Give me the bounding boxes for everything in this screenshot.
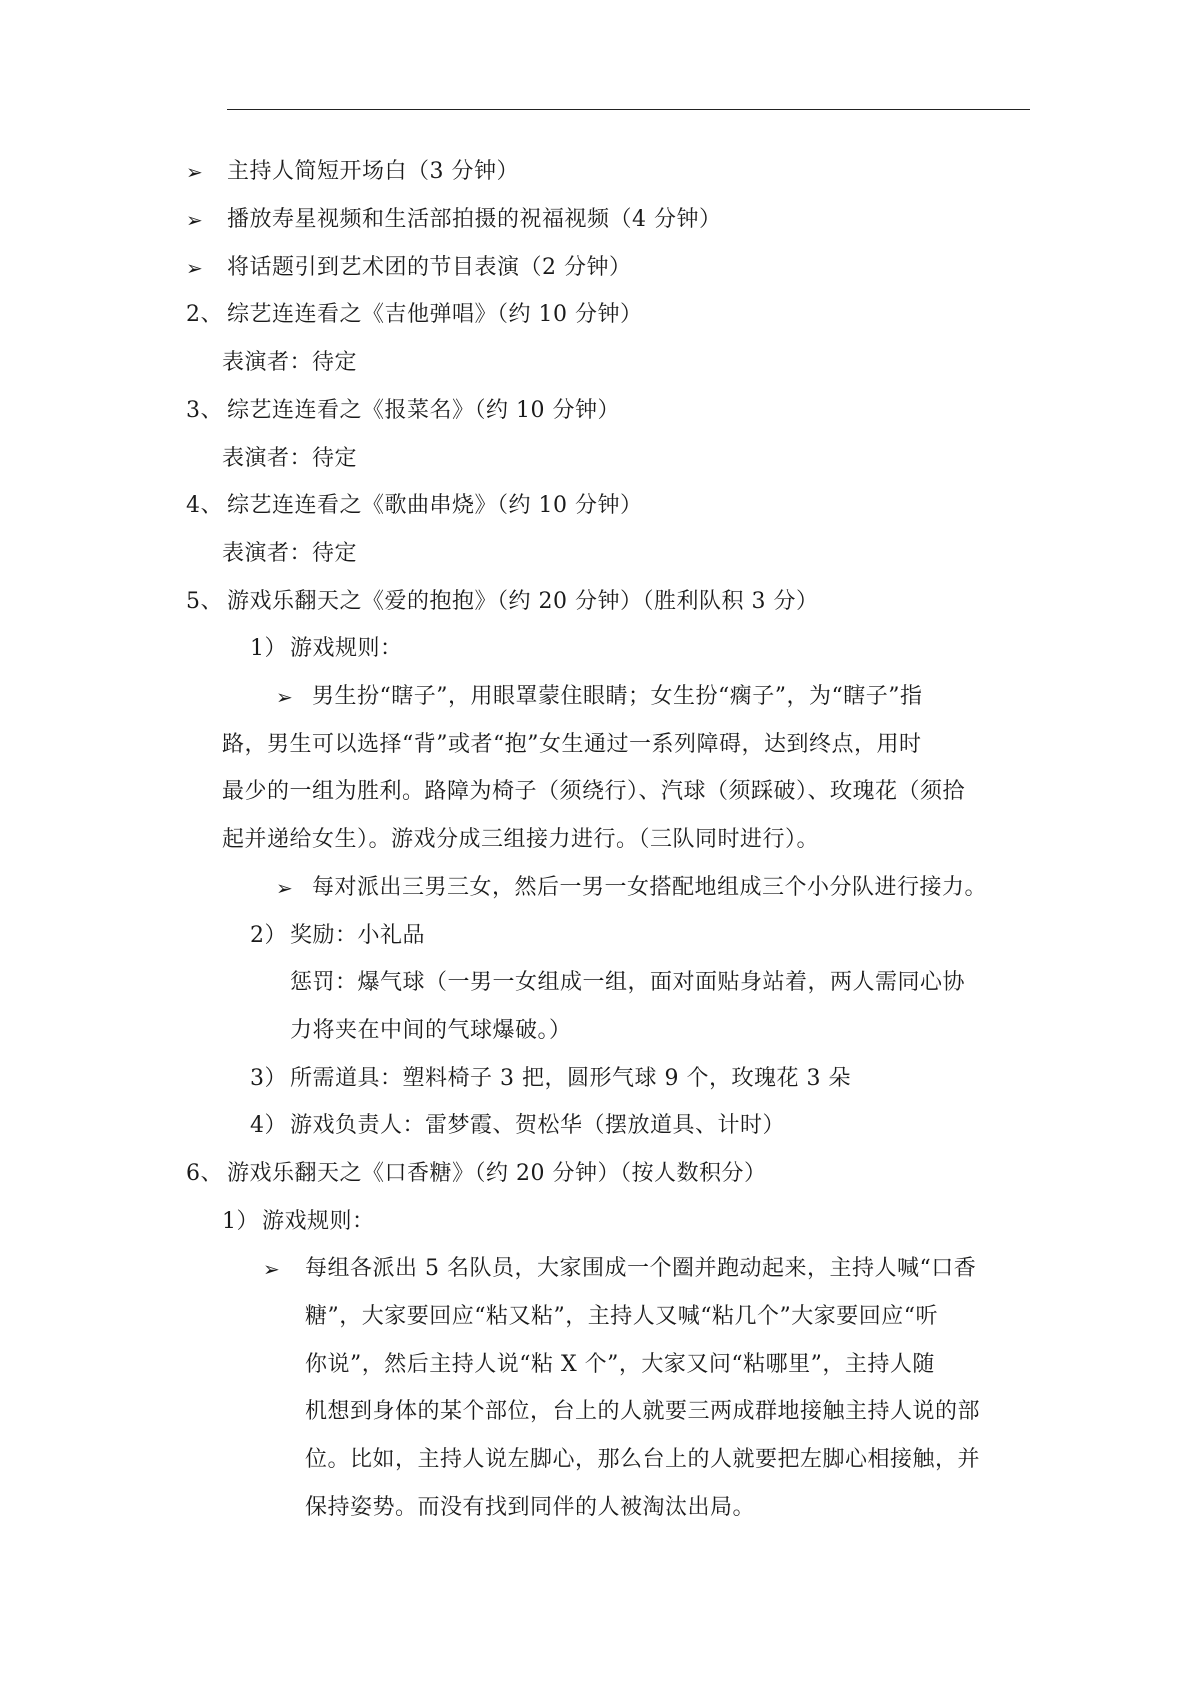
rule-text-line: 路，男生可以选择“背”或者“抱”女生通过一系列障碍，达到终点，用时 [222, 732, 922, 757]
rule-text-line: 机想到身体的某个部位，台上的人就要三两成群地接触主持人说的部 [305, 1399, 981, 1424]
section-title-dish-names: 综艺连连看之《报菜名》（约 10 分钟） [227, 398, 620, 423]
penalty-line: 惩罚：爆气球（一男一女组成一组，面对面贴身站着，两人需同心协 [290, 970, 966, 995]
sub-number: 2） [250, 923, 287, 948]
section-number: 6、 [186, 1161, 223, 1186]
bullet-opening-remarks: 主持人简短开场白（3 分钟） [227, 159, 519, 184]
section-number: 5、 [186, 589, 223, 614]
performer-line: 表演者：待定 [222, 350, 358, 375]
rule-text-line: 每组各派出 5 名队员，大家围成一个圈并跑动起来，主持人喊“口香 [305, 1256, 977, 1281]
bullet-arrow-icon: ➢ [186, 256, 203, 280]
bullet-arrow-icon: ➢ [276, 685, 293, 709]
rule-text-line: 男生扮“瞎子”，用眼罩蒙住眼睛；女生扮“瘸子”，为“瞎子”指 [312, 684, 923, 709]
bullet-arrow-icon: ➢ [276, 876, 293, 900]
section-title-song-medley: 综艺连连看之《歌曲串烧》（约 10 分钟） [227, 493, 643, 518]
sub-number: 1） [250, 636, 287, 661]
performer-line: 表演者：待定 [222, 446, 358, 471]
sub-number: 4） [250, 1113, 287, 1138]
rule-text-line: 起并递给女生）。游戏分成三组接力进行。（三队同时进行）。 [222, 827, 820, 852]
rule-text-line: 位。比如，主持人说左脚心，那么台上的人就要把左脚心相接触，并 [305, 1447, 981, 1472]
performer-line: 表演者：待定 [222, 541, 358, 566]
owner-line: 游戏负责人：雷梦霞、贺松华（摆放道具、计时） [290, 1113, 786, 1138]
section-number: 2、 [186, 302, 223, 327]
section-title-chewing-gum: 游戏乐翻天之《口香糖》（约 20 分钟）（按人数积分） [227, 1161, 767, 1186]
sub-label-rules: 游戏规则： [262, 1209, 375, 1234]
rule-text-line: 你说”，然后主持人说“粘 X 个”，大家又问“粘哪里”，主持人随 [305, 1352, 935, 1377]
section-title-love-hug: 游戏乐翻天之《爱的抱抱》（约 20 分钟）（胜利队积 3 分） [227, 589, 819, 614]
rule-text-line: 最少的一组为胜利。路障为椅子（须绕行）、汽球（须踩破）、玫瑰花（须拾 [222, 779, 966, 804]
section-number: 3、 [186, 398, 223, 423]
rule-text-line: 每对派出三男三女，然后一男一女搭配地组成三个小分队进行接力。 [312, 875, 988, 900]
section-number: 4、 [186, 493, 223, 518]
reward-line: 奖励：小礼品 [290, 923, 426, 948]
bullet-arrow-icon: ➢ [186, 160, 203, 184]
sub-number: 3） [250, 1066, 287, 1091]
bullet-play-videos: 播放寿星视频和生活部拍摄的祝福视频（4 分钟） [227, 207, 722, 232]
props-line: 所需道具：塑料椅子 3 把，圆形气球 9 个，玫瑰花 3 朵 [290, 1066, 851, 1091]
bullet-arrow-icon: ➢ [186, 208, 203, 232]
rule-text-line: 糖”，大家要回应“粘又粘”，主持人又喊“粘几个”大家要回应“听 [305, 1304, 938, 1329]
rule-text-line: 保持姿势。而没有找到同伴的人被淘汰出局。 [305, 1495, 756, 1520]
bullet-introduce-show: 将话题引到艺术团的节目表演（2 分钟） [227, 255, 632, 280]
section-title-guitar: 综艺连连看之《吉他弹唱》（约 10 分钟） [227, 302, 643, 327]
penalty-line: 力将夹在中间的气球爆破。） [290, 1018, 572, 1043]
sub-label-rules: 游戏规则： [290, 636, 403, 661]
sub-number: 1） [222, 1209, 259, 1234]
header-rule [227, 109, 1030, 110]
bullet-arrow-icon: ➢ [263, 1257, 280, 1281]
